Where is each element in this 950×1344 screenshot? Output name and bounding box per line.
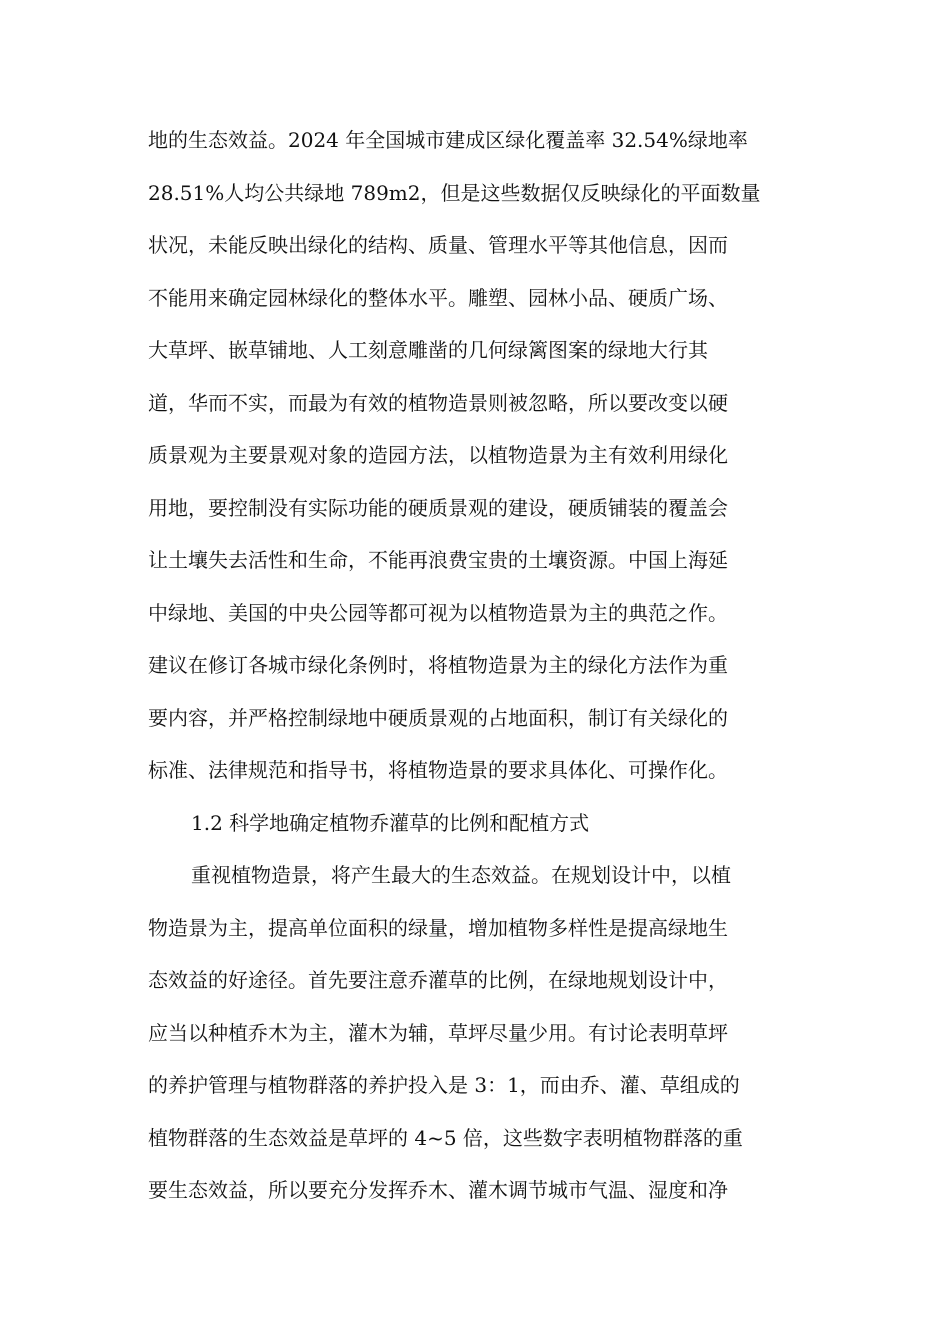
text-line: 用地，要控制没有实际功能的硬质景观的建设，硬质铺装的覆盖会 [148,495,728,520]
text-line: 要生态效益，所以要充分发挥乔木、灌木调节城市气温、湿度和净 [148,1178,728,1202]
paragraph-1 [148,118,808,801]
body-text [148,118,808,1221]
section-heading: 1.2 科学地确定植物乔灌草的比例和配植方式 [191,810,590,835]
text-line: 物造景为主，提高单位面积的绿量，增加植物多样性是提高绿地生 [148,915,728,940]
text-line: 应当以种植乔木为主，灌木为辅，草坪尽量少用。有讨论表明草坪 [148,1020,728,1045]
text-line: 要内容，并严格控制绿地中硬质景观的占地面积，制订有关绿化的 [148,705,728,730]
text-line: 大草坪、嵌草铺地、人工刻意雕凿的几何绿篱图案的绿地大行其 [148,338,708,362]
text-line: 建议在修订各城市绿化条例时，将植物造景为主的绿化方法作为重 [148,653,728,677]
paragraph-2 [148,853,808,1221]
text-line: 植物群落的生态效益是草坪的 4~5 倍，这些数字表明植物群落的重 [148,1125,743,1150]
text-line: 重视植物造景，将产生最大的生态效益。在规划设计中，以植 [191,863,731,887]
text-line: 标准、法律规范和指导书，将植物造景的要求具体化、可操作化。 [148,758,728,782]
text-line: 的养护管理与植物群落的养护投入是 3：1，而由乔、灌、草组成的 [148,1073,740,1097]
text-line: 状况，未能反映出绿化的结构、质量、管理水平等其他信息，因而 [148,233,728,257]
text-line: 地的生态效益。2024 年全国城市建成区绿化覆盖率 32.54%绿地率 [148,128,748,152]
text-line: 态效益的好途径。首先要注意乔灌草的比例，在绿地规划设计中， [148,968,728,992]
text-line: 28.51%人均公共绿地 789m2，但是这些数据仅反映绿化的平面数量 [148,180,761,205]
text-line: 质景观为主要景观对象的造园方法，以植物造景为主有效利用绿化 [148,443,728,467]
text-line: 让土壤失去活性和生命，不能再浪费宝贵的土壤资源。中国上海延 [148,548,728,572]
text-line: 中绿地、美国的中央公园等都可视为以植物造景为主的典范之作。 [148,600,728,625]
text-line: 不能用来确定园林绿化的整体水平。雕塑、园林小品、硬质广场、 [148,285,728,310]
text-line: 道，华而不实，而最为有效的植物造景则被忽略，所以要改变以硬 [148,390,728,415]
